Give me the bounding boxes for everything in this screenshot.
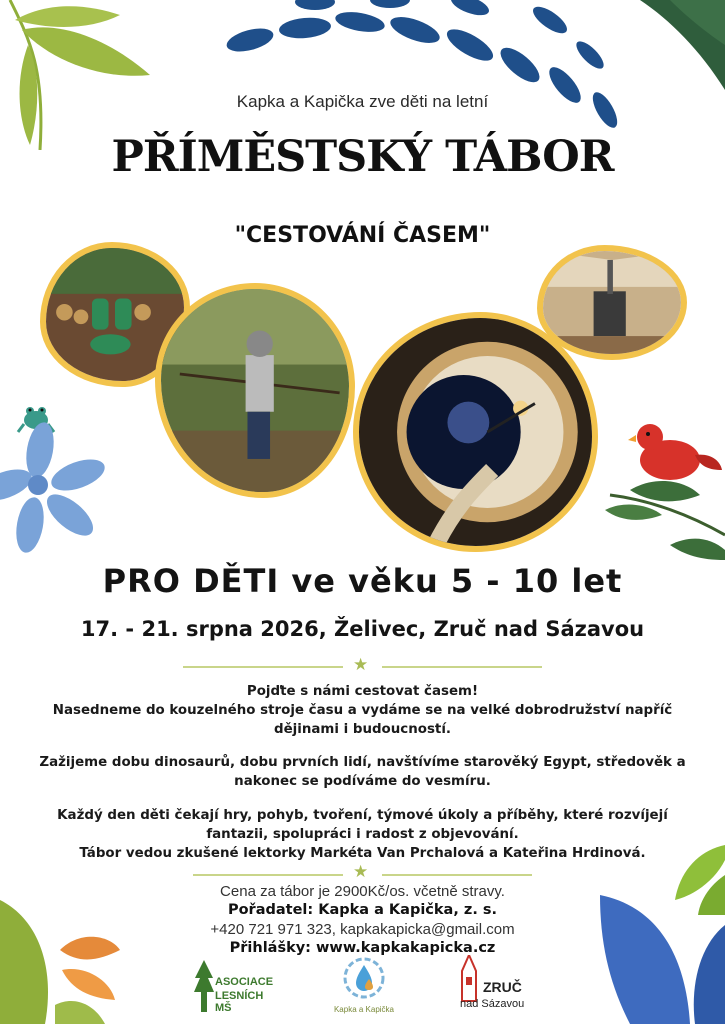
logo-asociace-line1: ASOCIACE xyxy=(215,976,274,988)
logo-asociace-line2: LESNÍCH MŠ xyxy=(215,990,264,1014)
red-bird-branch-icon xyxy=(600,415,725,565)
description-paragraph-2 xyxy=(20,753,705,791)
logo-asociace-lesnich-ms xyxy=(193,958,278,1014)
divider-line-right xyxy=(382,666,542,668)
dark-leaves-top-right-icon xyxy=(640,0,725,90)
price-info: Cena za tábor je 2900Kč/os. včetně stravy. xyxy=(220,883,505,900)
divider-line-left xyxy=(183,666,343,668)
organizer-info: Pořadatel: Kapka a Kapička, z. s. xyxy=(227,902,498,918)
leaf-branch-top-left-icon xyxy=(0,0,170,150)
description-paragraph-3 xyxy=(20,806,705,863)
logo-kapka-label: Kapka a Kapička xyxy=(333,1005,395,1014)
event-dates: 17. - 21. srpna 2026, Želivec, Zruč nad Sázavou xyxy=(80,617,645,641)
description-line: Zažijeme dobu dinosaurů, dobu prvních lidí, navštívíme starověký Egypt, středověk a xyxy=(39,755,686,770)
description-line: Pojďte s námi cestovat časem! xyxy=(246,684,479,699)
blue-petals-top-icon xyxy=(220,0,640,140)
photo-time-portal xyxy=(353,312,598,552)
description-paragraph-1 xyxy=(20,682,705,739)
church-tower-icon xyxy=(458,955,480,1003)
star-icon: ★ xyxy=(353,655,369,675)
description-line: nakonec se podíváme do vesmíru. xyxy=(234,774,491,789)
divider-line-right-2 xyxy=(382,874,532,876)
description-line: fantazii, spolupráci i radost z objevování. xyxy=(206,827,519,842)
description-line: Každý den děti čekají hry, pohyb, tvoření, týmové úkoly a příběhy, které rozvíjejí xyxy=(57,808,668,823)
drop-wreath-icon xyxy=(341,955,387,1001)
logo-zruc-nad-sazavou xyxy=(458,955,538,1015)
divider-line-left-2 xyxy=(193,874,343,876)
tree-icon xyxy=(193,958,215,1014)
logo-zruc-line2: nad Sázavou xyxy=(460,998,525,1010)
blue-flower-icon xyxy=(0,420,110,555)
description-line: Tábor vedou zkušené lektorky Markéta Van Prchalová a Kateřina Hrdinová. xyxy=(79,846,646,861)
description-line: dějinami i budoucností. xyxy=(273,722,452,737)
page-subtitle: "CESTOVÁNÍ ČASEM" xyxy=(234,223,491,248)
description-line: Nasedneme do kouzelného stroje času a vydáme se na velké dobrodružství napříč xyxy=(52,703,673,718)
page-title: PŘÍMĚSTSKÝ TÁBOR xyxy=(111,132,614,182)
contact-info[interactable]: +420 721 971 323, kapkakapicka@gmail.com xyxy=(210,921,515,938)
photo-yurt-interior xyxy=(537,245,687,360)
signup-link[interactable]: Přihlášky: www.kapkakapicka.cz xyxy=(229,940,496,956)
logo-kapka-a-kapicka xyxy=(333,955,395,1019)
star-icon: ★ xyxy=(353,862,369,882)
photo-child-knight xyxy=(155,283,355,498)
intro-text: Kapka a Kapička zve děti na letní xyxy=(236,92,489,111)
age-range: PRO DĚTI ve věku 5 - 10 let xyxy=(102,562,623,600)
logo-zruc-line1: ZRUČ xyxy=(483,979,522,995)
